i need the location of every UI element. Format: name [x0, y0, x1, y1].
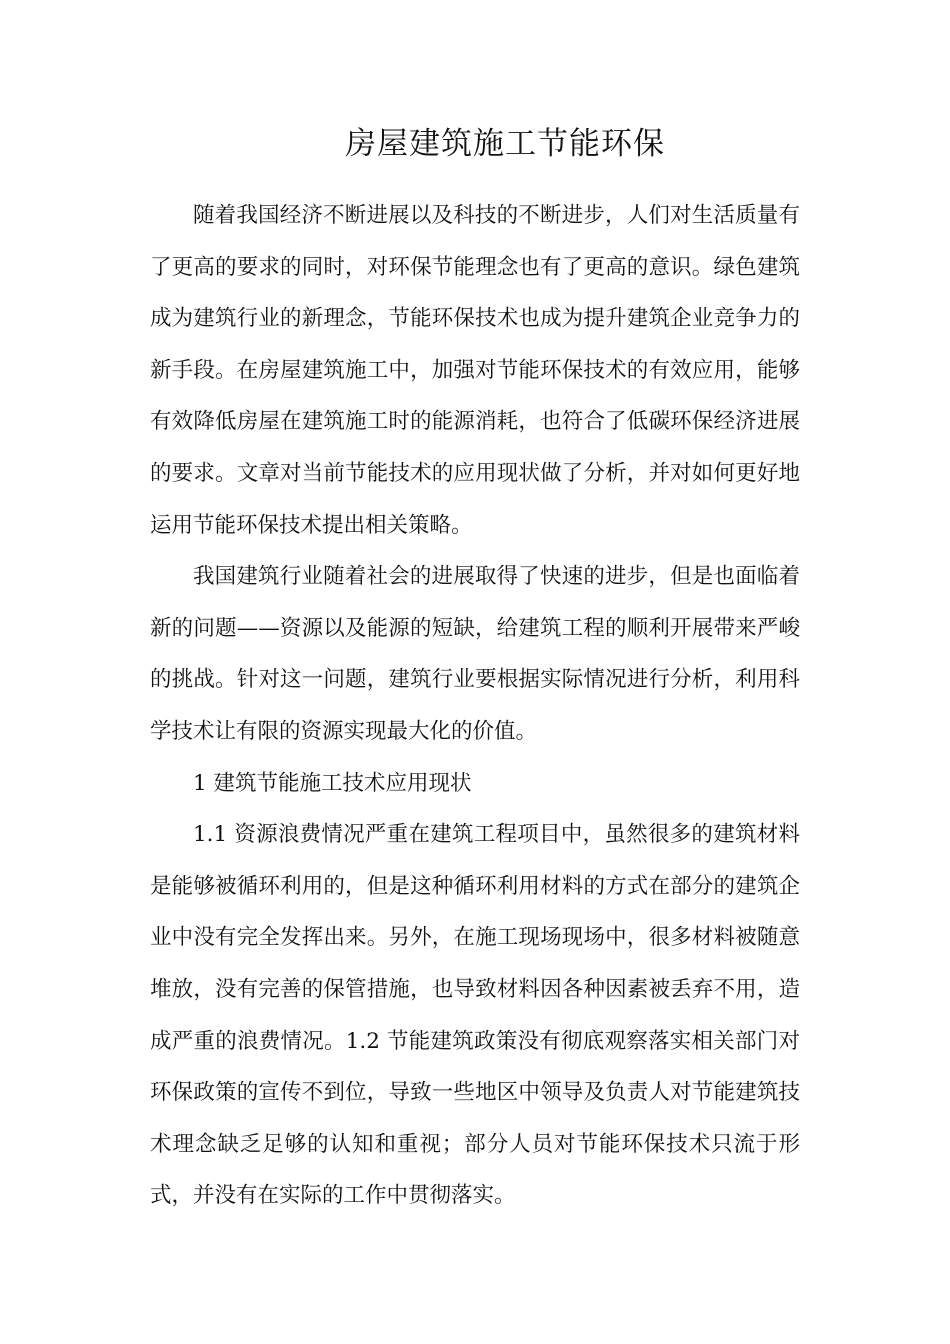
document-title: 房屋建筑施工节能环保: [345, 126, 665, 162]
document-body: [150, 190, 800, 1222]
paragraph-background: 我国建筑行业随着社会的进展取得了快速的进步，但是也面临着新的问题——资源以及能源的短缺，给建筑工程的顺利开展带来严峻的挑战。针对这一问题，建筑行业要根据实际情况进行分析，利用科学技术让有限的资源实现最大化的价值。: [150, 564, 800, 744]
section-heading-1: 1 建筑节能施工技术应用现状: [193, 770, 472, 796]
paragraph-intro: 随着我国经济不断进展以及科技的不断进步，人们对生活质量有了更高的要求的同时，对环保节能理念也有了更高的意识。绿色建筑成为建筑行业的新理念，节能环保技术也成为提升建筑企业竞争力的新手段。在房屋建筑施工中，加强对节能环保技术的有效应用，能够有效降低房屋在建筑施工时的能源消耗，也符合了低碳环保经济进展的要求。文章对当前节能技术的应用现状做了分析，并对如何更好地运用节能环保技术提出相关策略。: [150, 203, 800, 538]
paragraph-section-1: 1.1 资源浪费情况严重在建筑工程项目中，虽然很多的建筑材料是能够被循环利用的，但是这种循环利用材料的方式在部分的建筑企业中没有完全发挥出来。另外，在施工现场现场中，很多材料被随意堆放，没有完善的保管措施，也导致材料因各种因素被丢弃不用，造成严重的浪费情况。1.2 节能建筑政策没有彻底观察落实相关部门对环保政策的宣传不到位，导致一些地区中领导及负责人对节能建筑技术理念缺乏足够的认知和重视；部分人员对节能环保技术只流于形式，并没有在实际的工作中贯彻落实。: [150, 822, 800, 1209]
